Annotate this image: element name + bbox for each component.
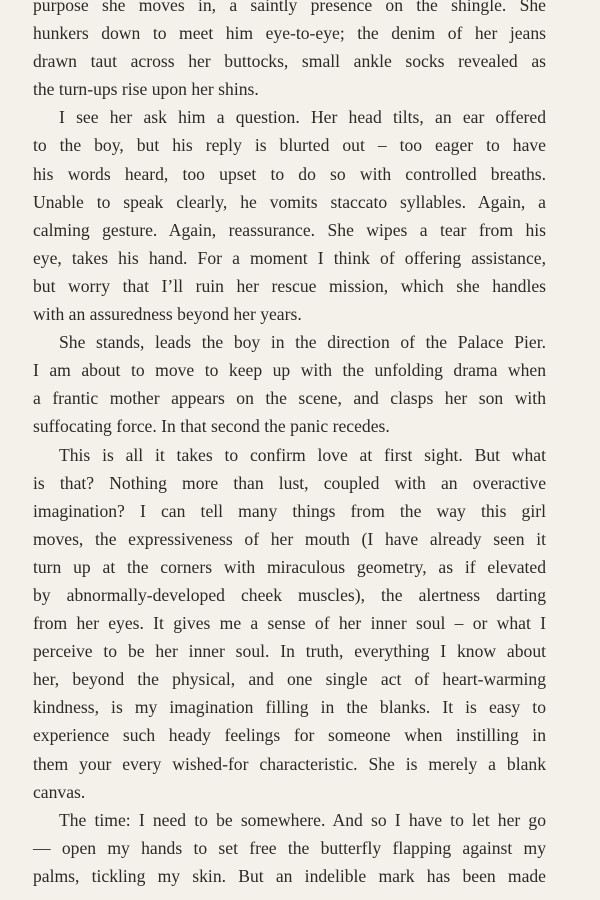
text-line: a frantic mother appears on the scene, and clasps her son with xyxy=(33,388,546,409)
paragraph-3 xyxy=(33,328,546,440)
text-line: I am about to move to keep up with the unfolding drama when xyxy=(33,360,546,381)
paragraph-5 xyxy=(33,806,546,890)
text-line: The time: I need to be somewhere. And so I have to let her go xyxy=(59,809,546,830)
text-line: them your every wished-for characteristic. She is merely a blank xyxy=(33,753,546,774)
paragraph-4 xyxy=(33,441,546,806)
text-line: from her eyes. It gives me a sense of her inner soul – or what I xyxy=(33,613,546,634)
text-line: suffocating force. In that second the panic recedes. xyxy=(33,416,390,437)
text-line: is that? Nothing more than lust, coupled with an overactive xyxy=(33,472,546,493)
text-line: but worry that I’ll ruin her rescue mission, which she handles xyxy=(33,275,546,296)
text-line: kindness, is my imagination filling in the blanks. It is easy to xyxy=(33,697,546,718)
text-line: This is all it takes to confirm love at first sight. But what xyxy=(59,444,546,465)
text-line: with an assuredness beyond her years. xyxy=(33,304,302,325)
text-line: hunkers down to meet him eye-to-eye; the denim of her jeans xyxy=(33,23,546,44)
body-text xyxy=(33,0,546,890)
text-line: experience such heady feelings for someone when instilling in xyxy=(33,725,546,746)
text-line: the turn-ups rise upon her shins. xyxy=(33,79,259,100)
text-line: turn up at the corners with miraculous geometry, as if elevated xyxy=(33,556,546,577)
text-line: her, beyond the physical, and one single act of heart-warming xyxy=(33,669,546,690)
text-line: his words heard, too upset to do so with controlled breaths. xyxy=(33,163,546,184)
text-line: I see her ask him a question. Her head tilts, an ear offered xyxy=(59,107,546,128)
text-line: to the boy, but his reply is blurted out – too eager to have xyxy=(33,135,546,156)
text-line: imagination? I can tell many things from the way this girl xyxy=(33,500,546,521)
text-line: eye, takes his hand. For a moment I think of offering assistance, xyxy=(33,247,546,268)
text-line: palms, tickling my skin. But an indelible mark has been made xyxy=(33,865,546,886)
text-line: calming gesture. Again, reassurance. She wipes a tear from his xyxy=(33,219,546,240)
text-line: canvas. xyxy=(33,781,86,802)
text-line: Unable to speak clearly, he vomits staccato syllables. Again, a xyxy=(33,191,546,212)
text-line: She stands, leads the boy in the direction of the Palace Pier. xyxy=(59,332,546,353)
text-line: perceive to be her inner soul. In truth, everything I know about xyxy=(33,641,546,662)
text-line: by abnormally-developed cheek muscles), the alertness darting xyxy=(33,584,546,605)
paragraph-2 xyxy=(33,103,546,328)
text-line: drawn taut across her buttocks, small ankle socks revealed as xyxy=(33,51,546,72)
paragraph-1 xyxy=(33,0,546,103)
text-line: — open my hands to set free the butterfly flapping against my xyxy=(33,837,546,858)
text-line: purpose she moves in, a saintly presence on the shingle. She xyxy=(33,0,546,15)
text-line: moves, the expressiveness of her mouth (I have already seen it xyxy=(33,528,546,549)
